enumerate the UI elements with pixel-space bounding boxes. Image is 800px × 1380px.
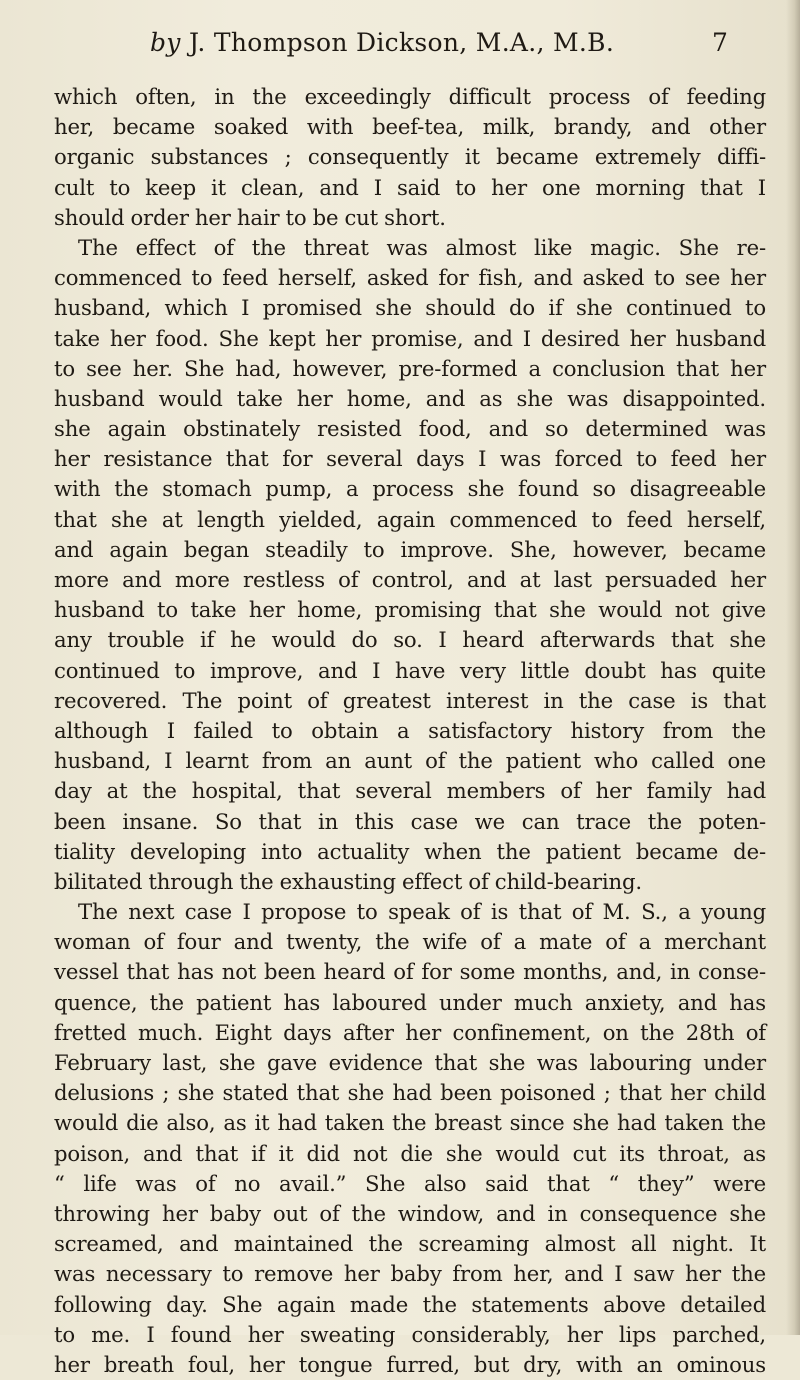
text-line: husband to take her home, promising that she would not give <box>54 597 766 623</box>
text-line: February last, she gave evidence that she was labouring under <box>54 1050 766 1075</box>
author-prefix: by <box>150 28 181 57</box>
text-line: more and more restless of control, and at last persuaded her <box>54 567 766 592</box>
text-line: vessel that has not been heard of for some months, and, in conse- <box>54 959 766 985</box>
text-line: tiality developing into actuality when the patient became de- <box>54 838 766 864</box>
text-line: which often, in the exceedingly difficult process of feeding <box>54 84 766 109</box>
text-line: delusions ; she stated that she had been poisoned ; that her child <box>54 1080 766 1106</box>
text-line: fretted much. Eight days after her confinement, on the 28th of <box>54 1019 766 1045</box>
page-number: 7 <box>712 28 728 57</box>
text-line: screamed, and maintained the screaming almost all night. It <box>54 1231 766 1257</box>
text-line: throwing her baby out of the window, and in consequence she <box>54 1200 766 1226</box>
text-line: recovered. The point of greatest interest in the case is that <box>54 687 766 713</box>
text-line: that she at length yielded, again commenced to feed herself, <box>54 506 766 532</box>
text-line: would die also, as it had taken the breast since she had taken the <box>54 1110 766 1136</box>
author-name: J. Thompson Dickson, M.A., M.B. <box>188 28 615 57</box>
text-line: organic substances ; consequently it became extremely diffi- <box>54 144 766 170</box>
text-line: been insane. So that in this case we can trace the poten- <box>54 808 766 834</box>
text-line: husband, I learnt from an aunt of the patient who called one <box>54 748 766 774</box>
text-line: commenced to feed herself, asked for fish, and asked to see her <box>54 265 766 291</box>
text-line: cult to keep it clean, and I said to her one morning that I <box>54 174 766 200</box>
text-line: day at the hospital, that several members of her family had <box>54 778 766 804</box>
text-line: woman of four and twenty, the wife of a mate of a merchant <box>54 929 766 955</box>
text-line: although I failed to obtain a satisfactory history from the <box>54 717 766 743</box>
running-head <box>150 28 670 57</box>
text-line: was necessary to remove her baby from her, and I saw her the <box>54 1261 766 1287</box>
page-header <box>0 28 800 68</box>
text-line: take her food. She kept her promise, and I desired her husband <box>54 325 766 351</box>
text-line: following day. She again made the statements above detailed <box>54 1291 766 1317</box>
text-line: to see her. She had, however, pre-formed a conclusion that her <box>54 355 766 381</box>
page-edge-shadow <box>786 0 800 1335</box>
body-text <box>54 82 766 1380</box>
text-line: The next case I propose to speak of is that of M. S., a young <box>78 899 766 925</box>
text-line: bilitated through the exhausting effect of child-bearing. <box>54 868 643 894</box>
text-line: poison, and that if it did not die she would cut its throat, as <box>54 1140 766 1166</box>
text-line: “ life was of no avail.” She also said that “ they” were <box>54 1170 766 1196</box>
text-line: continued to improve, and I have very little doubt has quite <box>54 657 766 683</box>
text-line: and again began steadily to improve. She, however, became <box>54 536 766 562</box>
text-line: to me. I found her sweating considerably, her lips parched, <box>54 1321 766 1347</box>
text-line: husband would take her home, and as she was disappointed. <box>54 385 766 411</box>
text-line: The effect of the threat was almost like magic. She re- <box>78 234 766 260</box>
text-line: any trouble if he would do so. I heard afterwards that she <box>54 627 766 653</box>
text-line: quence, the patient has laboured under much anxiety, and has <box>54 989 766 1015</box>
text-line: with the stomach pump, a process she found so disagreeable <box>54 476 766 502</box>
text-line: she again obstinately resisted food, and so determined was <box>54 416 766 442</box>
text-line: should order her hair to be cut short. <box>54 204 446 230</box>
text-line: her breath foul, her tongue furred, but dry, with an ominous <box>54 1351 766 1377</box>
text-line: her resistance that for several days I was forced to feed her <box>54 446 766 472</box>
text-line: her, became soaked with beef-tea, milk, brandy, and other <box>54 114 766 140</box>
text-line: husband, which I promised she should do if she continued to <box>54 295 766 321</box>
